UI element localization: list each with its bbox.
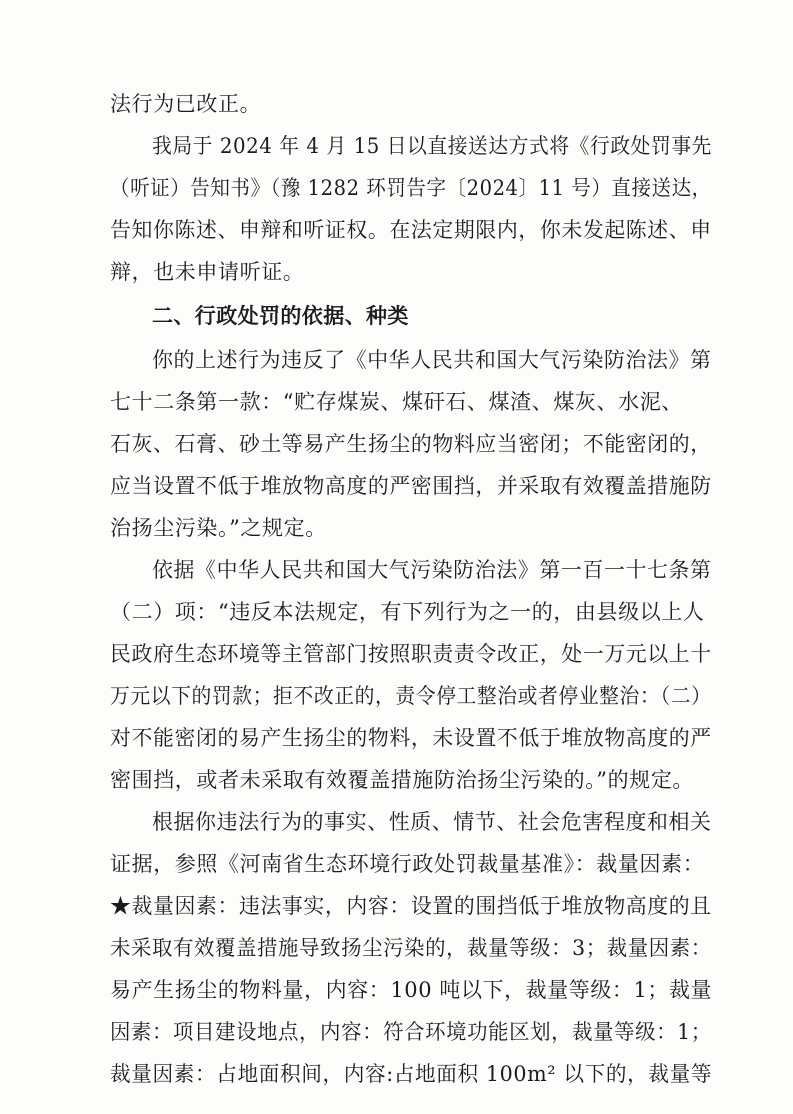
text-line-15: 万元以下的罚款；拒不改正的，责令停工整治或者停业整治：（二） (110, 684, 712, 708)
text-line-3: （听证）告知书》（豫 1282 环罚告字〔2024〕11 号）直接送达， (110, 176, 712, 200)
text-line-2: 我局于 2024 年 4 月 15 日以直接送达方式将《行政处罚事先 (152, 134, 712, 158)
text-line-12: 依据《中华人民共和国大气污染防治法》第一百一十七条第 (152, 558, 712, 582)
text-line-8: 七十二条第一款：“贮存煤炭、煤矸石、煤渣、煤灰、水泥、 (110, 390, 683, 414)
section-heading: 二、行政处罚的依据、种类 (152, 304, 409, 328)
text-line-5: 辩，也未申请听证。 (110, 260, 305, 284)
text-line-1: 法行为已改正。 (110, 92, 262, 116)
text-line-4: 告知你陈述、申辩和听证权。在法定期限内，你未发起陈述、申 (110, 218, 712, 242)
text-line-13: （二）项：“违反本法规定，有下列行为之一的，由县级以上人 (110, 600, 705, 624)
text-line-11: 治扬尘污染。”之规定。 (110, 516, 327, 540)
text-line-7: 你的上述行为违反了《中华人民共和国大气污染防治法》第 (152, 348, 712, 372)
text-line-20: ★裁量因素：违法事实，内容：设置的围挡低于堆放物高度的且 (110, 894, 712, 918)
text-line-18: 根据你违法行为的事实、性质、情节、社会危害程度和相关 (152, 810, 712, 834)
text-line-17: 密围挡，或者未采取有效覆盖措施防治扬尘污染的。”的规定。 (110, 768, 695, 792)
text-line-10: 应当设置不低于堆放物高度的严密围挡，并采取有效覆盖措施防 (110, 474, 712, 498)
text-line-19: 证据，参照《河南省生态环境行政处罚裁量基准》：裁量因素： (110, 852, 705, 876)
text-line-14: 民政府生态环境等主管部门按照职责责令改正，处一万元以上十 (110, 642, 712, 666)
text-line-23: 因素：项目建设地点，内容：符合环境功能区划，裁量等级：1； (110, 1020, 712, 1044)
text-line-9: 石灰、石膏、砂土等易产生扬尘的物料应当密闭；不能密闭的， (110, 432, 712, 456)
text-line-22: 易产生扬尘的物料量，内容：100 吨以下，裁量等级：1；裁量 (110, 978, 713, 1002)
text-line-16: 对不能密闭的易产生扬尘的物料，未设置不低于堆放物高度的严 (110, 726, 712, 750)
text-line-24: 裁量因素：占地面积间，内容:占地面积 100m² 以下的，裁量等 (110, 1062, 713, 1086)
text-line-21: 未采取有效覆盖措施导致扬尘污染的，裁量等级：3；裁量因素： (110, 936, 712, 960)
